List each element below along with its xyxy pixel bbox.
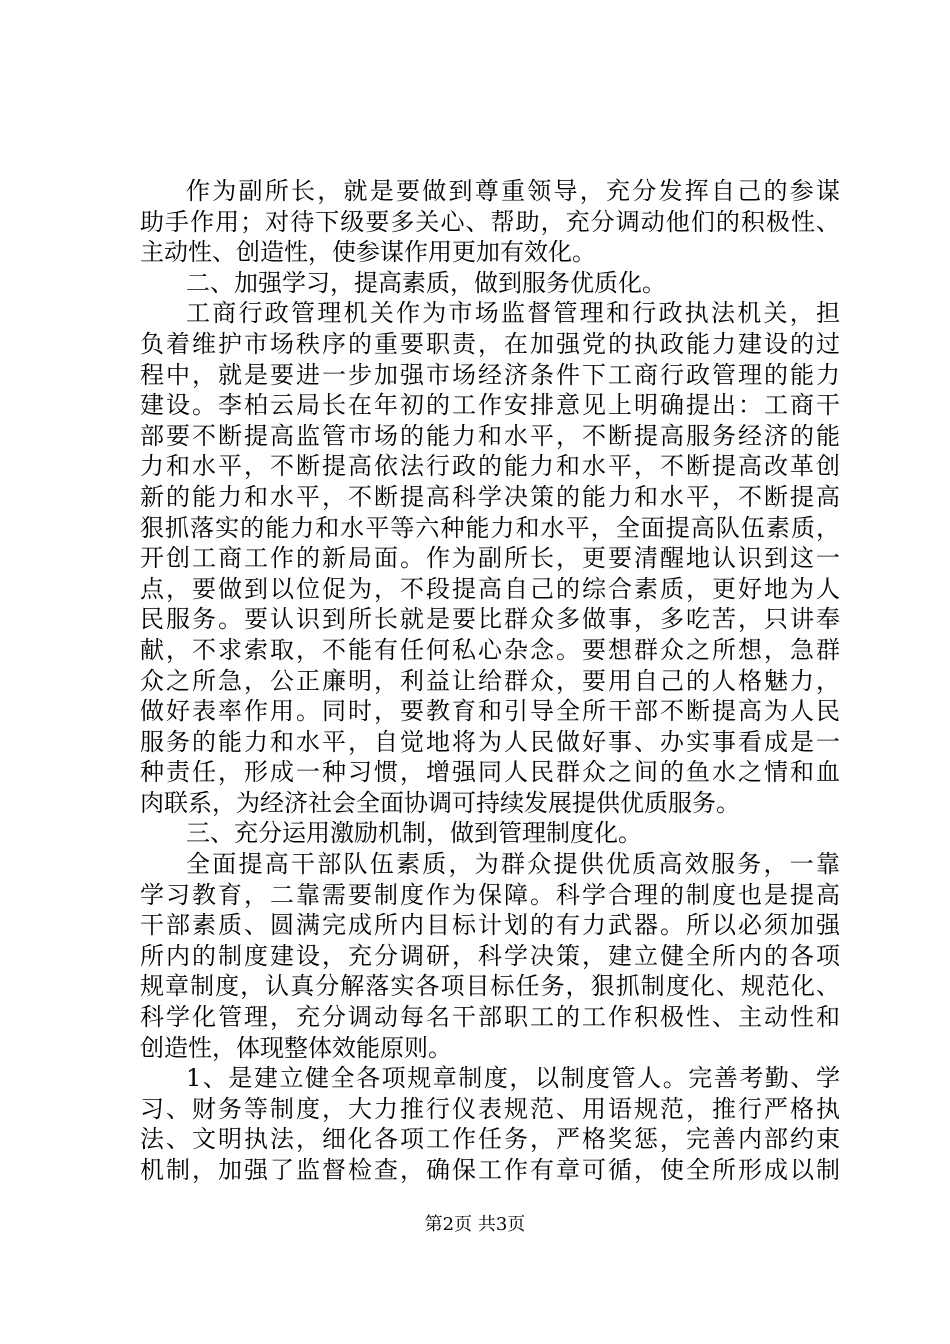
text-line: 法、文明执法，细化各项工作任务，严格奖惩，完善内部约束 (140, 1125, 840, 1154)
text-line: 学习教育，二靠需要制度作为保障。科学合理的制度也是提高 (140, 880, 840, 909)
text-line: 负着维护市场秩序的重要职责，在加强党的执政能力建设的过 (140, 329, 840, 358)
text-line: 力和水平，不断提高依法行政的能力和水平，不断提高改革创 (140, 452, 840, 481)
text-line: 点，要做到以位促为，不段提高自己的综合素质，更好地为人 (140, 574, 840, 603)
text-line: 三、充分运用激励机制，做到管理制度化。 (186, 819, 642, 848)
text-line: 作为副所长，就是要做到尊重领导，充分发挥自己的参谋 (186, 177, 840, 205)
document-body (140, 176, 840, 1186)
text-line: 肉联系，为经济社会全面协调可持续发展提供优质服务。 (140, 788, 740, 817)
text-line: 做好表率作用。同时，要教育和引导全所干部不断提高为人民 (140, 697, 840, 726)
text-line: 二、加强学习，提高素质，做到服务优质化。 (186, 268, 666, 297)
text-line: 主动性、创造性，使参谋作用更加有效化。 (140, 238, 596, 267)
text-line: 程中，就是要进一步加强市场经济条件下工商行政管理的能力 (140, 360, 840, 389)
text-line: 新的能力和水平，不断提高科学决策的能力和水平，不断提高 (140, 482, 840, 511)
text-line: 服务的能力和水平，自觉地将为人民做好事、办实事看成是一 (140, 727, 840, 756)
text-line: 种责任，形成一种习惯，增强同人民群众之间的鱼水之情和血 (140, 758, 840, 787)
text-line: 众之所急，公正廉明，利益让给群众，要用自己的人格魅力， (140, 666, 840, 695)
text-line: 开创工商工作的新局面。作为副所长，更要清醒地认识到这一 (140, 544, 840, 573)
text-line: 科学化管理，充分调动每名干部职工的工作积极性、主动性和 (140, 1003, 840, 1032)
text-line: 全面提高干部队伍素质，为群众提供优质高效服务，一靠 (186, 850, 840, 879)
text-line: 干部素质、圆满完成所内目标计划的有力武器。所以必须加强 (140, 911, 840, 940)
page-footer: 第2页 共3页 (424, 1214, 526, 1235)
text-line: 狠抓落实的能力和水平等六种能力和水平，全面提高队伍素质， (140, 513, 840, 542)
text-line: 助手作用；对待下级要多关心、帮助，充分调动他们的积极性、 (140, 207, 840, 236)
text-line: 献，不求索取，不能有任何私心杂念。要想群众之所想，急群 (140, 635, 840, 664)
text-line: 习、财务等制度，大力推行仪表规范、用语规范，推行严格执 (140, 1094, 840, 1123)
text-line: 机制，加强了监督检查，确保工作有章可循，使全所形成以制 (140, 1156, 840, 1184)
text-line: 部要不断提高监管市场的能力和水平，不断提高服务经济的能 (140, 421, 840, 450)
text-line: 1、是建立健全各项规章制度，以制度管人。完善考勤、学 (186, 1064, 840, 1093)
text-line: 建设。李柏云局长在年初的工作安排意见上明确提出：工商干 (140, 391, 840, 420)
text-line: 规章制度，认真分解落实各项目标任务，狠抓制度化、规范化、 (140, 972, 840, 1001)
text-line: 民服务。要认识到所长就是要比群众多做事，多吃苦，只讲奉 (140, 605, 840, 634)
text-line: 工商行政管理机关作为市场监督管理和行政执法机关，担 (186, 299, 840, 328)
text-line: 创造性，体现整体效能原则。 (140, 1033, 452, 1062)
text-line: 所内的制度建设，充分调研，科学决策，建立健全所内的各项 (140, 941, 840, 970)
